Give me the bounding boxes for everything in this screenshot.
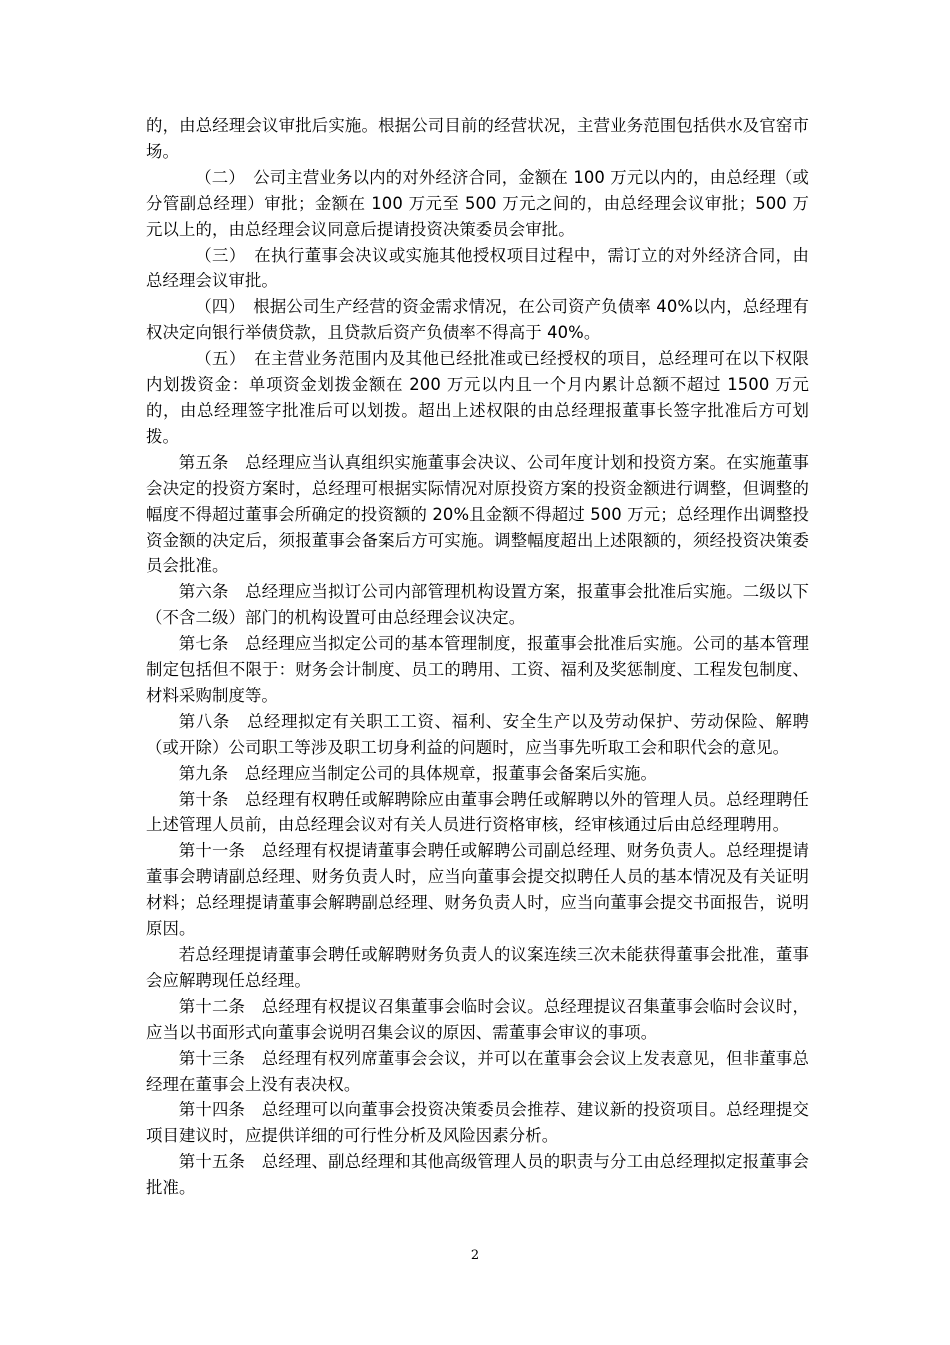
paragraph-article-11: 第十一条 总经理有权提请董事会聘任或解聘公司副总经理、财务负责人。总经理提请董事会聘请副总经理、财务负责人时，应当向董事会提交拟聘任人员的基本情况及有关证明材料；总经理提请董事会解聘副总经理、财务负责人时，应当向董事会提交书面报告，说明原因。 <box>146 841 809 939</box>
paragraph-article-10: 第十条 总经理有权聘任或解聘除应由董事会聘任或解聘以外的管理人员。总经理聘任上述管理人员前，由总经理会议对有关人员进行资格审核，经审核通过后由总经理聘用。 <box>146 789 809 835</box>
paragraph-article-5: 第五条 总经理应当认真组织实施董事会决议、公司年度计划和投资方案。在实施董事会决定的投资方案时，总经理可根据实际情况对原投资方案的投资金额进行调整，但调整的幅度不得超过董事会所确定的投资额的 20%且金额不得超过 500 万元；总经理作出调整投资金额的决定后，须报董事会备案后方可实施。调整幅度超出上述限额的，须经投资决策委员会批准。 <box>146 452 809 576</box>
paragraph-article-11-supplement: 若总经理提请董事会聘任或解聘财务负责人的议案连续三次未能获得董事会批准，董事会应解聘现任总经理。 <box>146 945 809 990</box>
paragraph-article-7: 第七条 总经理应当拟定公司的基本管理制度，报董事会批准后实施。公司的基本管理制定包括但不限于：财务会计制度、员工的聘用、工资、福利及奖惩制度、工程发包制度、材料采购制度等。 <box>146 634 809 705</box>
paragraph-article-13: 第十三条 总经理有权列席董事会会议，并可以在董事会会议上发表意见，但非董事总经理在董事会上没有表决权。 <box>146 1048 809 1094</box>
paragraph-item-5: （五） 在主营业务范围内及其他已经批准或已经授权的项目，总经理可在以下权限内划拨资金：单项资金划拨金额在 200 万元以内且一个月内累计总额不超过 1500 万元的，由总经理签字批准后可以划拨。超出上述权限的由总经理报董事长签字批准后方可划拨。 <box>146 349 809 446</box>
paragraph-article-15: 第十五条 总经理、副总经理和其他高级管理人员的职责与分工由总经理拟定报董事会批准。 <box>146 1152 809 1198</box>
paragraph-article-8: 第八条 总经理拟定有关职工工资、福利、安全生产以及劳动保护、劳动保险、解聘（或开除）公司职工等涉及职工切身利益的问题时，应当事先听取工会和职代会的意见。 <box>146 711 809 757</box>
paragraph-continuation: 的，由总经理会议审批后实施。根据公司目前的经营状况，主营业务范围包括供水及官窑市场。 <box>146 116 809 161</box>
paragraph-article-14: 第十四条 总经理可以向董事会投资决策委员会推荐、建议新的投资项目。总经理提交项目建议时，应提供详细的可行性分析及风险因素分析。 <box>146 1100 809 1146</box>
paragraph-item-4: （四） 根据公司生产经营的资金需求情况，在公司资产负债率 40%以内，总经理有权决定向银行举债贷款，且贷款后资产负债率不得高于 40%。 <box>146 297 809 343</box>
paragraph-article-9: 第九条 总经理应当制定公司的具体规章，报董事会备案后实施。 <box>178 763 658 783</box>
document-body <box>146 113 809 1201</box>
paragraph-article-12: 第十二条 总经理有权提议召集董事会临时会议。总经理提议召集董事会临时会议时，应当以书面形式向董事会说明召集会议的原因、需董事会审议的事项。 <box>146 996 809 1042</box>
paragraph-item-3: （三） 在执行董事会决议或实施其他授权项目过程中，需订立的对外经济合同，由总经理会议审批。 <box>146 245 809 291</box>
page-number: 2 <box>470 1248 480 1263</box>
paragraph-item-2: （二） 公司主营业务以内的对外经济合同，金额在 100 万元以内的，由总经理（或分管副总经理）审批；金额在 100 万元至 500 万元之间的，由总经理会议审批；500 万元以上的，由总经理会议同意后提请投资决策委员会审批。 <box>146 167 809 239</box>
paragraph-article-6: 第六条 总经理应当拟订公司内部管理机构设置方案，报董事会批准后实施。二级以下（不含二级）部门的机构设置可由总经理会议决定。 <box>146 582 809 628</box>
